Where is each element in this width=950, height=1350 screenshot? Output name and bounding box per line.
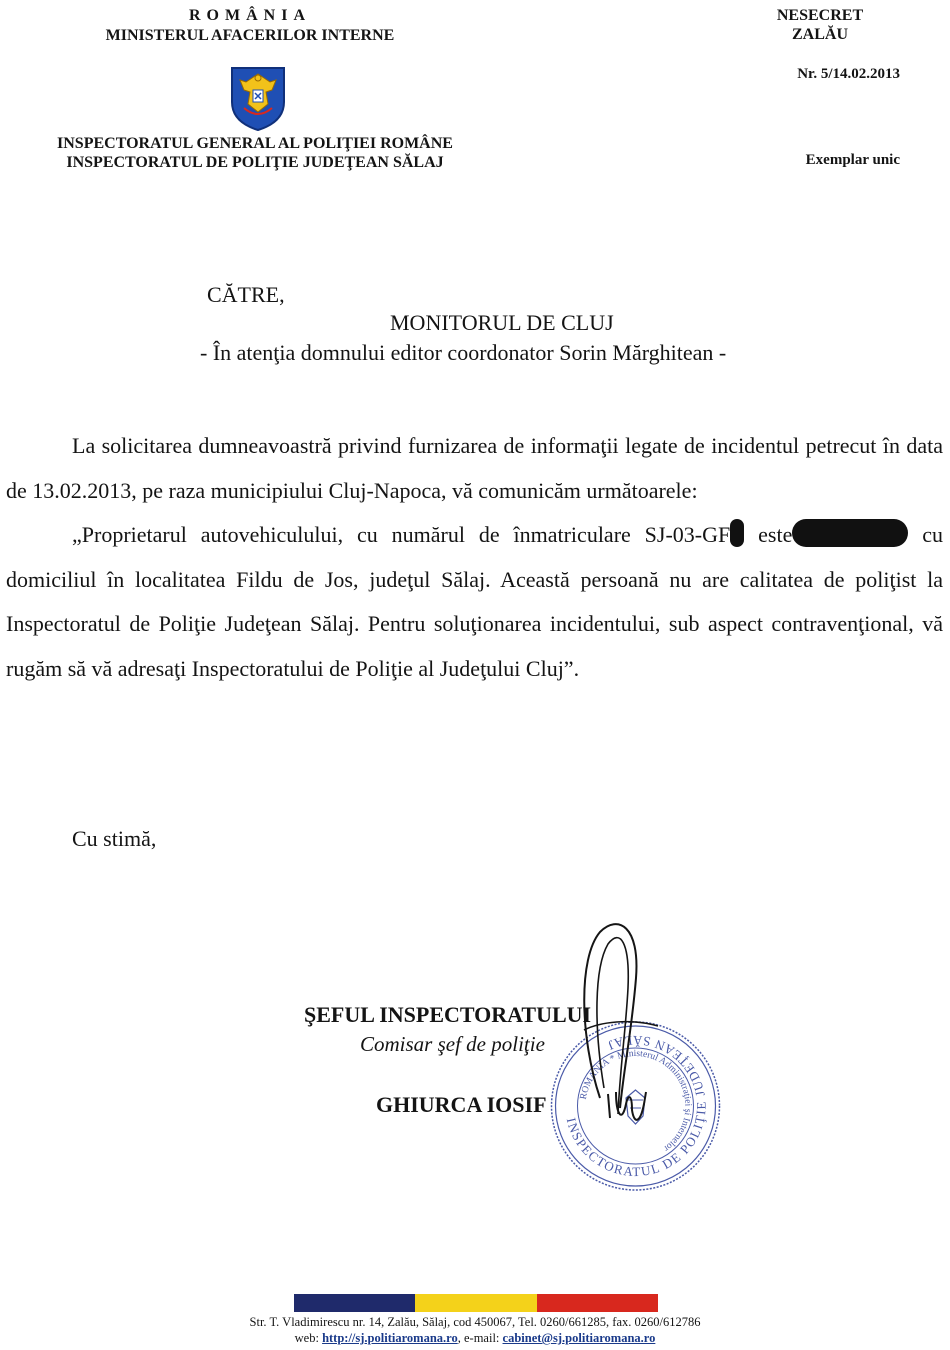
email-label: , e-mail: bbox=[457, 1331, 503, 1345]
web-label: web: bbox=[294, 1331, 323, 1345]
body-paragraph-2 bbox=[6, 513, 943, 691]
copy-label: Exemplar unic bbox=[805, 152, 900, 168]
letterhead-left bbox=[0, 6, 500, 46]
signatory-rank: Comisar şef de poliţie bbox=[360, 1032, 545, 1056]
signatory-name: GHIURCA IOSIF bbox=[376, 1092, 547, 1117]
footer-contacts bbox=[0, 1330, 950, 1346]
tricolor-bar bbox=[294, 1294, 658, 1312]
redaction-mark bbox=[792, 519, 858, 547]
document-number: Nr. 5/14.02.2013 bbox=[797, 66, 900, 82]
body-paragraph-2-part-1: „Proprietarul autovehiculului, cu numărul de înmatriculare SJ-03-GF bbox=[72, 522, 731, 547]
institution-names bbox=[20, 134, 490, 172]
classification-label: NESECRET bbox=[776, 7, 864, 24]
institution-general: INSPECTORATUL GENERAL AL POLIŢIEI ROMÂNE bbox=[57, 135, 453, 152]
country-name: ROMÂNIA bbox=[189, 7, 311, 24]
stamp-outer-text: INSPECTORATUL DE POLIŢIE JUDEŢEAN SĂLAJ bbox=[563, 1032, 709, 1180]
redaction-mark bbox=[852, 519, 908, 547]
footer-address-block bbox=[0, 1314, 950, 1346]
website-link[interactable]: http://sj.politiaromana.ro bbox=[322, 1331, 458, 1345]
redaction-mark bbox=[730, 519, 744, 547]
body-paragraph-2-part-2: este bbox=[744, 522, 793, 547]
footer-address: Str. T. Vladimirescu nr. 14, Zalău, Sălaj, cod 450067, Tel. 0260/661285, fax. 0260/612786 bbox=[249, 1315, 701, 1329]
letter-body bbox=[6, 424, 943, 691]
coat-of-arms-icon bbox=[226, 64, 290, 132]
addressee-organization: MONITORUL DE CLUJ bbox=[390, 310, 614, 335]
city-label: ZALĂU bbox=[791, 26, 848, 43]
flag-stripe-red bbox=[537, 1294, 658, 1312]
flag-stripe-yellow bbox=[415, 1294, 536, 1312]
handwritten-signature bbox=[560, 918, 670, 1138]
letterhead-right bbox=[720, 6, 920, 44]
body-paragraph-1: La solicitarea dumneavoastră privind furnizarea de informaţii legate de incidentul petrecut în data de 13.02.2013, pe raza municipiului Cluj-Napoca, vă comunicăm următoarele: bbox=[6, 433, 943, 503]
addressee-attention: - În atenţia domnului editor coordonator Sorin Mărghitean - bbox=[200, 340, 727, 365]
ministry-name: MINISTERUL AFACERILOR INTERNE bbox=[105, 27, 395, 44]
institution-county: INSPECTORATUL DE POLIŢIE JUDEŢEAN SĂLAJ bbox=[66, 154, 444, 171]
signatory-title: ŞEFUL INSPECTORATULUI bbox=[304, 1002, 592, 1027]
closing-salutation: Cu stimă, bbox=[72, 826, 157, 851]
addressee-to: CĂTRE, bbox=[207, 282, 285, 307]
email-link[interactable]: cabinet@sj.politiaromana.ro bbox=[502, 1331, 656, 1345]
stamp-inner-text: ROMANIA * Ministerul Administraţiei şi Internelor bbox=[578, 1048, 693, 1154]
body-paragraph-2-part-3: cu domiciliul în localitatea Fildu de Jos, judeţul Sălaj. Această persoană nu are calitatea de poliţist la Inspectoratul de Poliţie Judeţean Sălaj. Pentru soluţionarea incidentului, sub aspect contravenţional, vă rugăm să vă adresaţi Inspectoratului de Poliţie al Judeţului Cluj”. bbox=[6, 522, 944, 681]
flag-stripe-blue bbox=[294, 1294, 415, 1312]
